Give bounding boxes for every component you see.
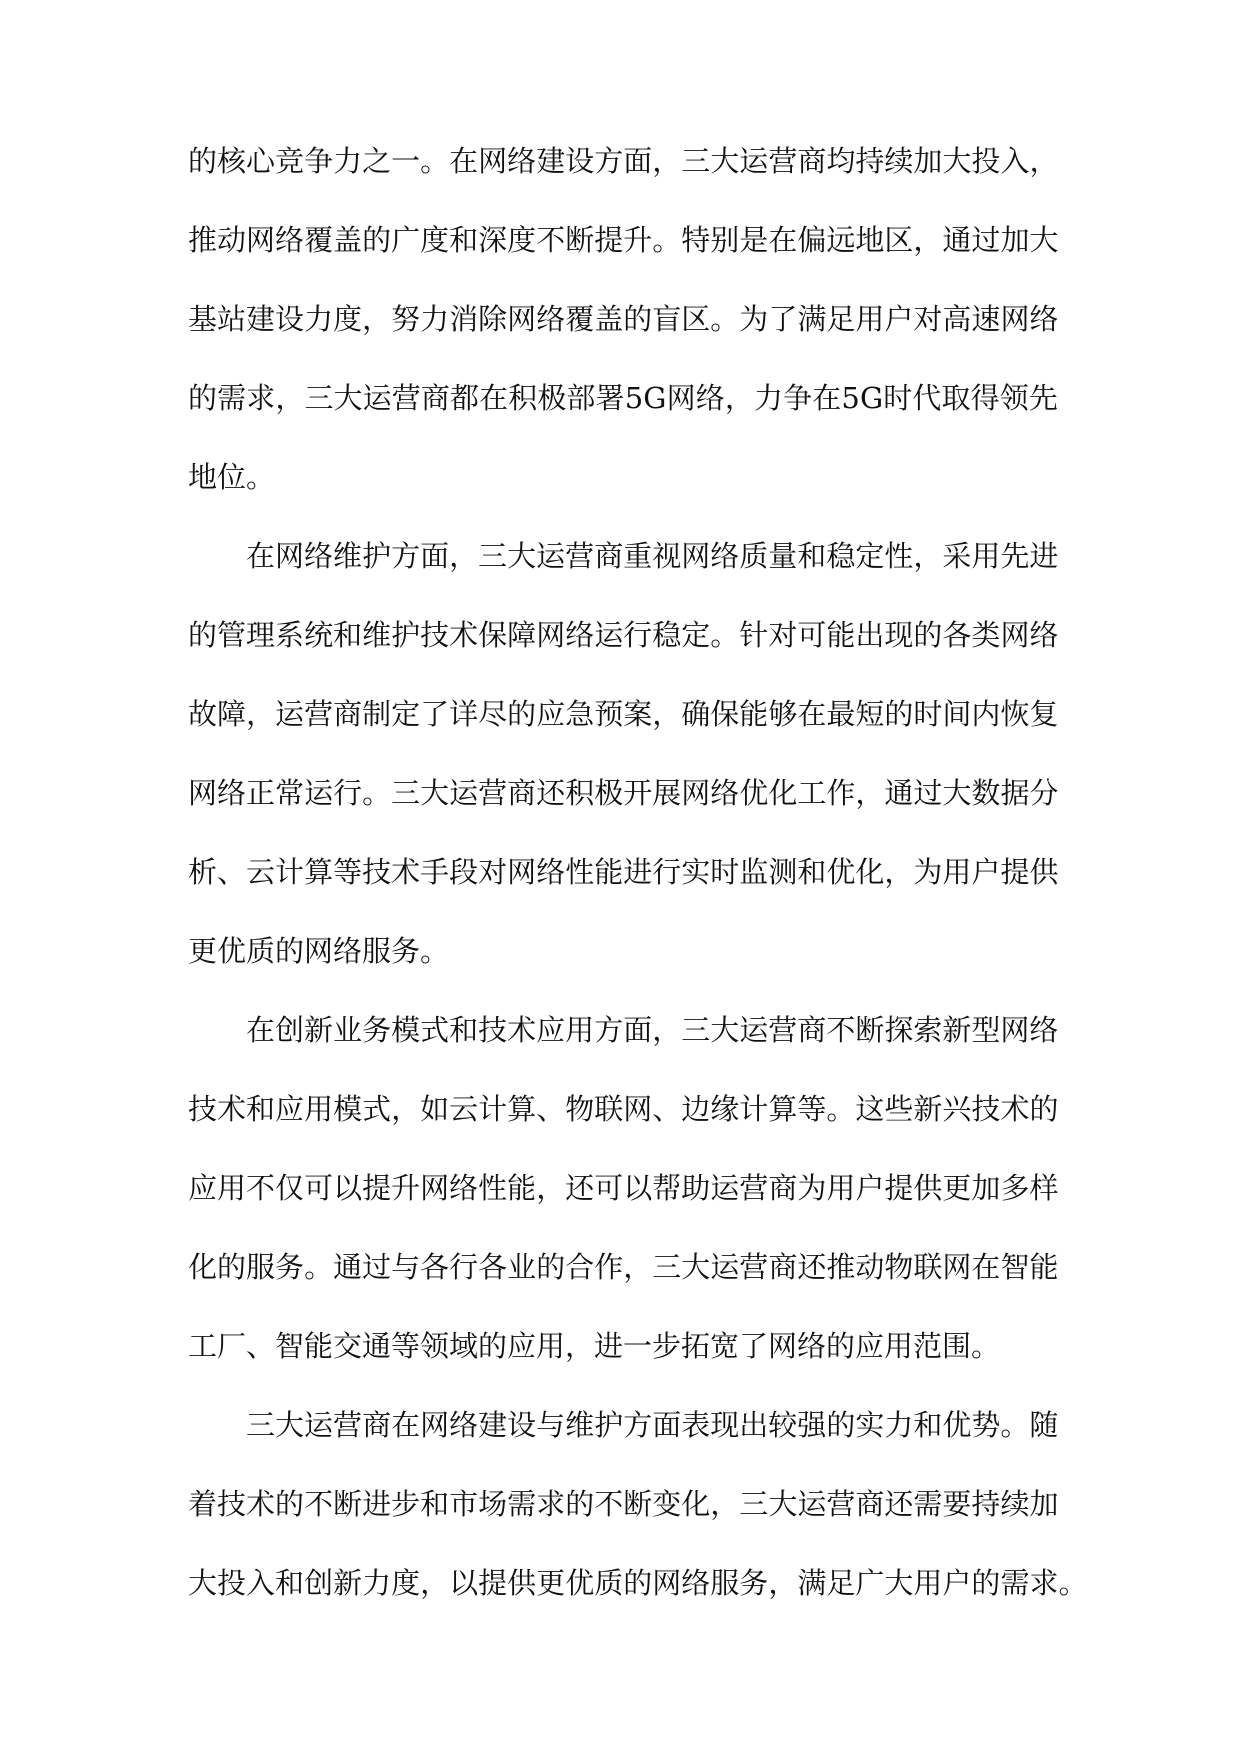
text-line: 网 络 正 常 运 行 。 三 大 运 营 商 还 积 极 开 展 网 络 优 化 工 作 ， 通 过 大 数 据 分 <box>188 776 1059 810</box>
text-line: 三 大 运 营 商 在 网 络 建 设 与 维 护 方 面 表 现 出 较 强 的 实 力 和 优 势 。 随 <box>246 1408 1059 1442</box>
text-line: 推 动 网 络 覆 盖 的 广 度 和 深 度 不 断 提 升 。 特 别 是 在 偏 远 地 区 ， 通 过 加 大 <box>188 223 1059 257</box>
text-line: 大 投 入 和 创 新 力 度 ， 以 提 供 更 优 质 的 网 络 服 务 ， 满 足 广 大 用 户 的 需 求 。 <box>188 1566 1088 1600</box>
text-line: 的 核 心 竞 争 力 之 一 。 在 网 络 建 设 方 面 ， 三 大 运 营 商 均 持 续 加 大 投 入 ， <box>188 144 1059 178</box>
text-line: 技 术 和 应 用 模 式 ， 如 云 计 算 、 物 联 网 、 边 缘 计 算 等 。 这 些 新 兴 技 术 的 <box>188 1092 1059 1126</box>
paragraph-3 <box>188 1015 1058 1410</box>
paragraph-4 <box>188 1408 1088 1647</box>
document-body <box>188 144 1088 1647</box>
text-line: 在 网 络 维 护 方 面 ， 三 大 运 营 商 重 视 网 络 质 量 和 稳 定 性 ， 采 用 先 进 <box>246 539 1059 573</box>
text-line: 工厂、智能交通等领域的应用，进一步拓宽了网络的应用范围。 <box>188 1329 1001 1363</box>
text-line: 更优质的网络服务。 <box>188 934 450 968</box>
text-line: 地位。 <box>188 460 276 494</box>
text-line: 着 技 术 的 不 断 进 步 和 市 场 需 求 的 不 断 变 化 ， 三 大 运 营 商 还 需 要 持 续 加 <box>188 1487 1059 1521</box>
paragraph-2 <box>188 541 1058 1015</box>
text-line: 析 、 云 计 算 等 技 术 手 段 对 网 络 性 能 进 行 实 时 监 测 和 优 化 ， 为 用 户 提 供 <box>188 855 1059 889</box>
text-line: 应 用 不 仅 可 以 提 升 网 络 性 能 ， 还 可 以 帮 助 运 营 商 为 用 户 提 供 更 加 多 样 <box>188 1171 1059 1205</box>
text-line: 在 创 新 业 务 模 式 和 技 术 应 用 方 面 ， 三 大 运 营 商 不 断 探 索 新 型 网 络 <box>246 1013 1059 1047</box>
text-line: 基 站 建 设 力 度 ， 努 力 消 除 网 络 覆 盖 的 盲 区 。 为 了 满 足 用 户 对 高 速 网 络 <box>188 302 1059 336</box>
text-line: 故 障 ， 运 营 商 制 定 了 详 尽 的 应 急 预 案 ， 确 保 能 够 在 最 短 的 时 间 内 恢 复 <box>188 697 1059 731</box>
text-line: 的 管 理 系 统 和 维 护 技 术 保 障 网 络 运 行 稳 定 。 针 对 可 能 出 现 的 各 类 网 络 <box>188 618 1059 652</box>
text-line: 的 需 求 ， 三 大 运 营 商 都 在 积 极 部 署 5 G 网 络 ， 力 争 在 5 G 时 代 取 得 领 先 <box>188 381 1058 415</box>
text-line: 化 的 服 务 。 通 过 与 各 行 各 业 的 合 作 ， 三 大 运 营 商 还 推 动 物 联 网 在 智 能 <box>188 1250 1059 1284</box>
paragraph-1 <box>188 146 1058 541</box>
